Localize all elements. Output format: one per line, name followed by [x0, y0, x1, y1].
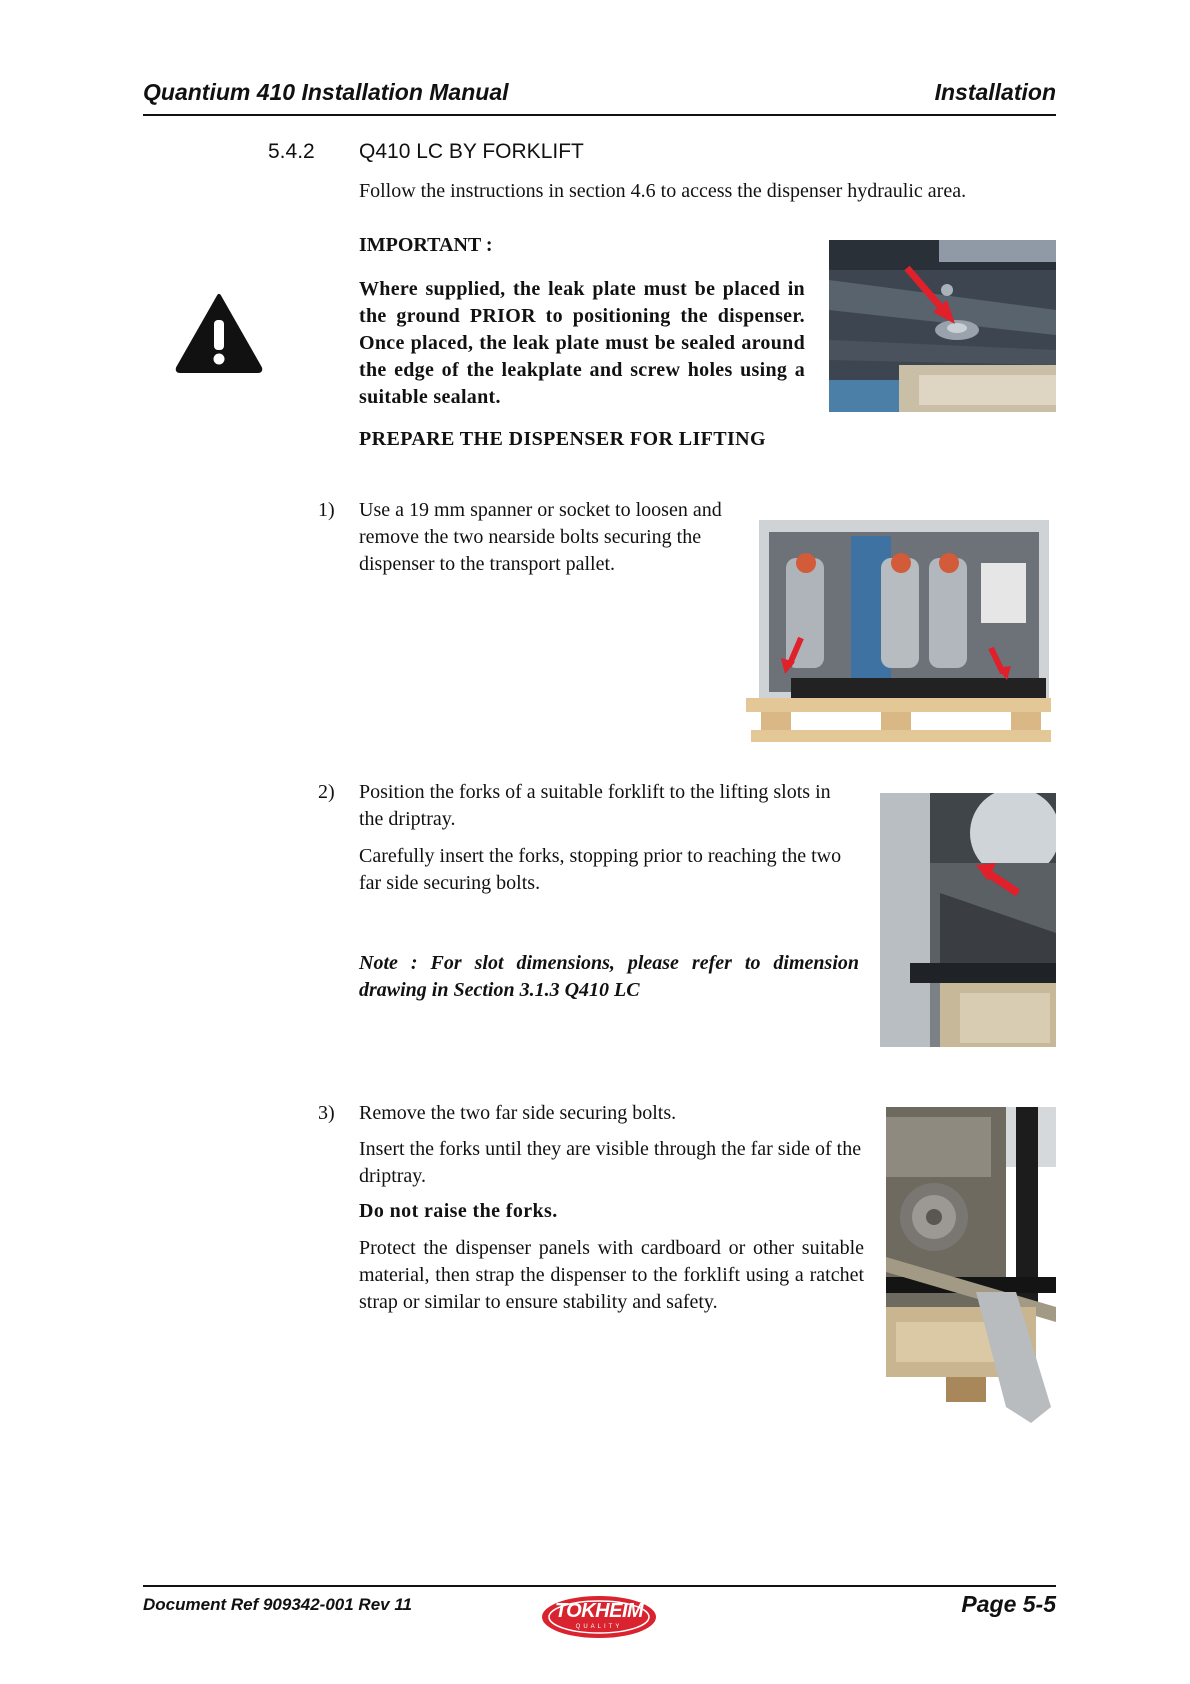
- leak-plate-photo: [829, 240, 1056, 412]
- step-3-number: 3): [318, 1102, 335, 1124]
- step-1-text: Use a 19 mm spanner or socket to loosen and remove the two nearside bolts securing the dispenser to the transport pallet.: [359, 499, 722, 575]
- step-3-text-1: Remove the two far side securing bolts.: [359, 1102, 677, 1124]
- step-3-warning: Do not raise the forks.: [359, 1200, 558, 1222]
- step-2-text-2: Carefully insert the forks, stopping prior to reaching the two far side securing bolts.: [359, 845, 842, 894]
- manual-title: Quantium 410 Installation Manual: [143, 79, 509, 105]
- step-3-closing: Protect the dispenser panels with cardboard or other suitable material, then strap the dispenser to the forklift using a ratchet strap or similar to ensure stability and safety.: [359, 1237, 864, 1313]
- dispenser-pallet-photo: [741, 518, 1056, 750]
- step-3-text-2: Insert the forks until they are visible through the far side of the driptray.: [359, 1138, 862, 1187]
- chapter-title: Installation: [934, 79, 1056, 105]
- forklift-slot-photo: [880, 793, 1056, 1047]
- header-rule: [143, 114, 1056, 116]
- step-2-note: Note : For slot dimensions, please refer to dimension drawing in Section 3.1.3 Q410 LC: [359, 952, 859, 1001]
- tokheim-logo: [541, 1594, 657, 1640]
- step-1-number: 1): [318, 499, 335, 521]
- tokheim-logo-tagline: QUALITY: [575, 1624, 623, 1630]
- section-number: 5.4.2: [268, 140, 315, 163]
- tokheim-logo-text: TOKHEIM: [554, 1600, 644, 1622]
- important-text: Where supplied, the leak plate must be placed in the ground PRIOR to positioning the dispenser. Once placed, the leak plate must be sealed around the edge of the leakplate and screw holes using a suitable sealant.: [359, 278, 805, 408]
- important-label: IMPORTANT :: [359, 234, 493, 256]
- step-2-number: 2): [318, 781, 335, 803]
- warning-icon: [174, 292, 264, 374]
- section-title: Q410 LC BY FORKLIFT: [359, 140, 584, 163]
- page-number: Page 5-5: [961, 1591, 1056, 1617]
- footer-rule: [143, 1585, 1056, 1587]
- forklift-strap-photo: [886, 1107, 1056, 1423]
- step-2-text-1: Position the forks of a suitable forklift to the lifting slots in the driptray.: [359, 781, 831, 830]
- prepare-heading: PREPARE THE DISPENSER FOR LIFTING: [359, 428, 766, 450]
- intro-text: Follow the instructions in section 4.6 to access the dispenser hydraulic area.: [359, 180, 967, 202]
- document-reference: Document Ref 909342-001 Rev 11: [143, 1595, 412, 1614]
